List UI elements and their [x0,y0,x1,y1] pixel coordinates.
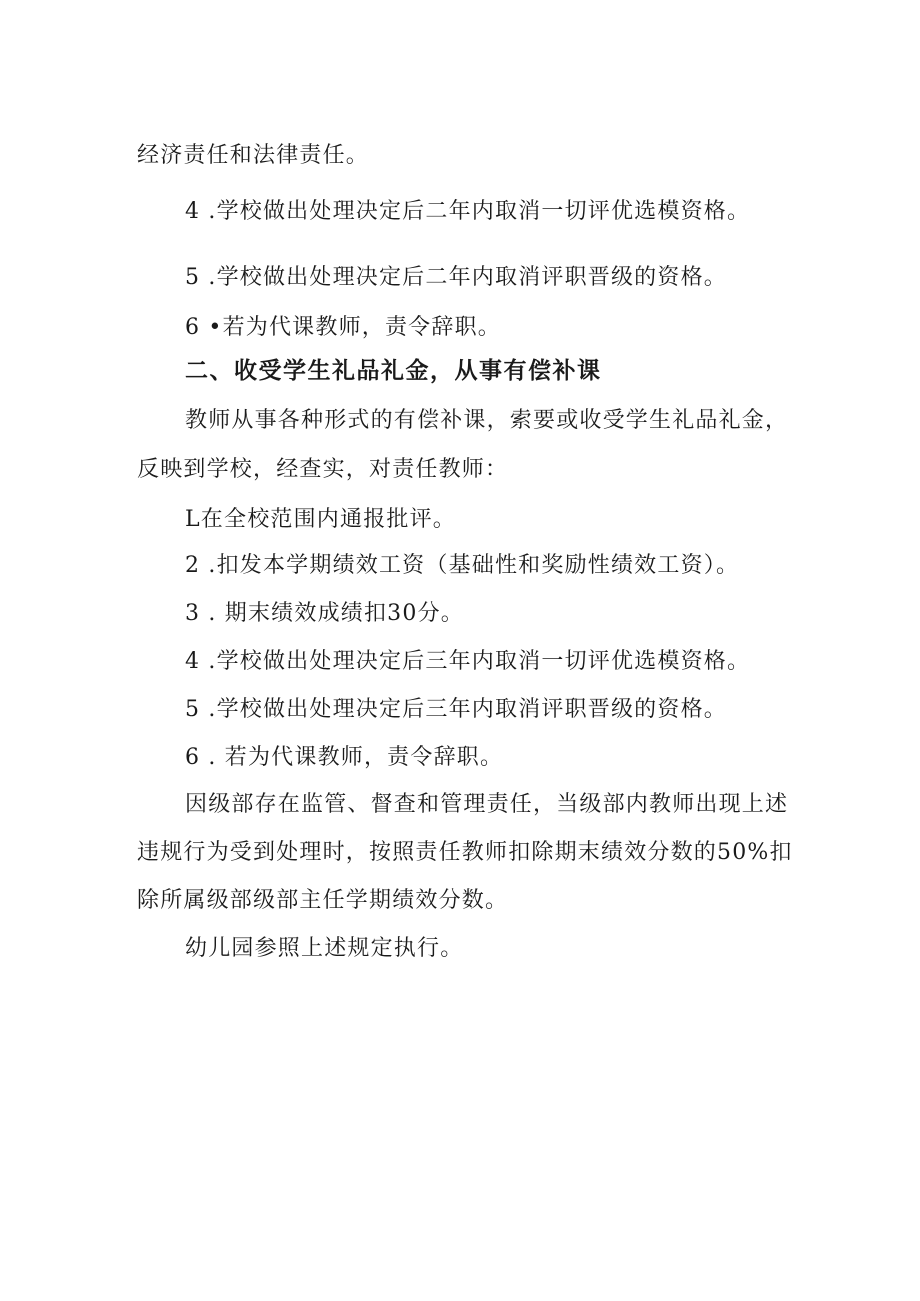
text-line-16: 除所属级部级部主任学期绩效分数。 [137,888,509,913]
text-line-14: 因级部存在监管、督查和管理责任，当级部内教师出现上述 [185,792,789,817]
text-line-17: 幼儿园参照上述规定执行。 [185,936,464,961]
text-line-1: 经济责任和法律责任。 [137,143,370,168]
text-line-10: 3 . 期末绩效成绩扣30分。 [185,601,464,626]
text-line-13: 6 . 若为代课教师，责令辞职。 [185,745,504,770]
text-line-12: 5 .学校做出处理决定后三年内取消评职晋级的资格。 [185,697,727,722]
text-line-2: 4 .学校做出处理决定后二年内取消一切评优选模资格。 [185,199,751,224]
text-line-8: L在全校范围内通报批评。 [185,507,457,532]
text-line-9: 2 .扣发本学期绩效工资（基础性和奖励性绩效工资）。 [185,553,740,578]
text-line-6: 教师从事各种形式的有偿补课，索要或收受学生礼品礼金， [185,408,789,433]
text-line-11: 4 .学校做出处理决定后三年内取消一切评优选模资格。 [185,649,751,674]
text-line-7: 反映到学校，经查实，对责任教师： [137,457,509,482]
text-line-15: 违规行为受到处理时，按照责任教师扣除期末绩效分数的50%扣 [137,840,793,865]
section-heading: 二、收受学生礼品礼金，从事有偿补课 [185,358,602,384]
text-line-3: 5 .学校做出处理决定后二年内取消评职晋级的资格。 [185,265,727,290]
text-line-4: 6 •若为代课教师，责令辞职。 [185,315,501,340]
